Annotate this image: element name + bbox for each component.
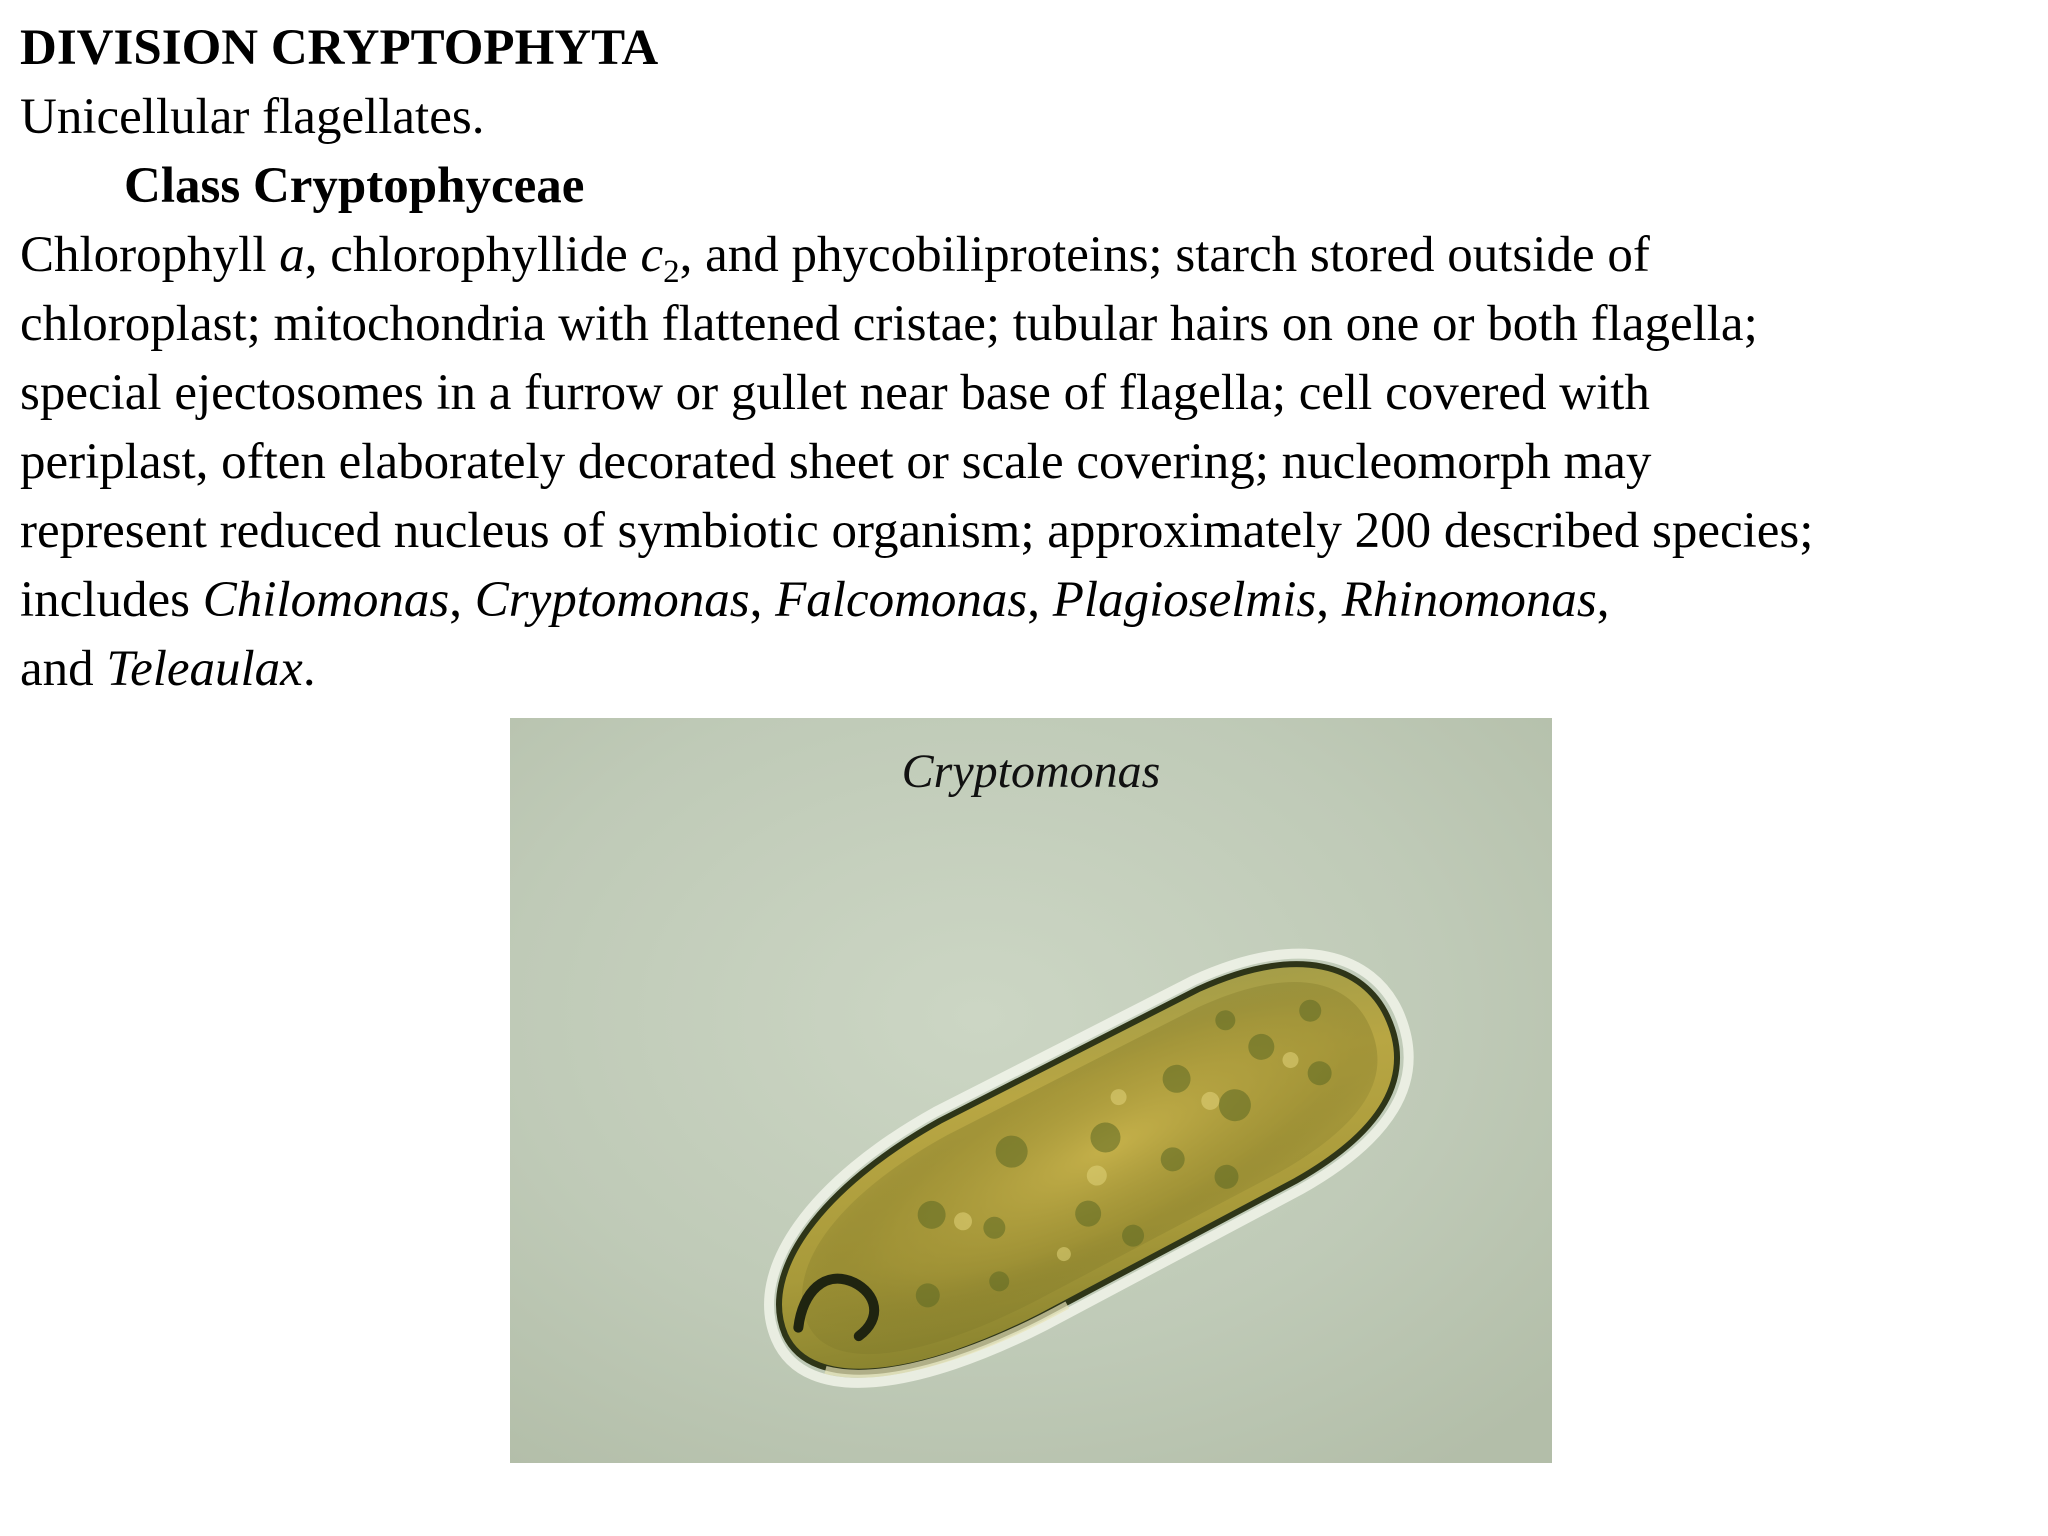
genus-rhinomonas: Rhinomonas [1341,572,1597,628]
cryptomonas-micrograph [510,718,1552,1463]
text-fragment: , and phycobiliproteins; starch stored outside of [679,227,1650,283]
description-line-1 [20,221,2040,290]
genus-cryptomonas: Cryptomonas [474,572,750,628]
division-description: Unicellular flagellates. [20,89,485,145]
description-line-2: chloroplast; mitochondria with flattened cristae; tubular hairs on one or both flagella; [20,296,1758,352]
genus-chilomonas: Chilomonas [202,572,450,628]
separator: , [449,572,475,628]
separator: , [1316,572,1342,628]
subscript-2: 2 [663,254,680,290]
text-fragment: includes [20,572,203,628]
genus-falcomonas: Falcomonas [775,572,1028,628]
division-title: DIVISION CRYPTOPHYTA [20,20,659,76]
italic-term-a: a [279,227,305,283]
separator: , [749,572,776,628]
description-line-5: represent reduced nucleus of symbiotic organism; approximately 200 described species; [20,503,1814,559]
description-line-7 [20,635,2040,704]
text-fragment: and [20,641,107,697]
italic-term-c: c [640,227,664,283]
genus-teleaulax: Teleaulax [106,641,303,697]
figure-caption: Cryptomonas [901,745,1161,798]
separator: , [1596,572,1610,628]
period: . [302,641,316,697]
description-line-4: periplast, often elaborately decorated sheet or scale covering; nucleomorph may [20,434,1652,490]
description-line-3: special ejectosomes in a furrow or gullet near base of flagella; cell covered with [20,365,1650,421]
text-fragment: Chlorophyll [20,227,280,283]
micrograph-figure [510,718,1552,1463]
genus-plagioselmis: Plagioselmis [1052,572,1317,628]
document-text [20,14,2040,704]
class-title: Class Cryptophyceae [124,158,585,214]
text-fragment: , chlorophyllide [304,227,641,283]
description-line-6 [20,566,2040,635]
separator: , [1027,572,1053,628]
